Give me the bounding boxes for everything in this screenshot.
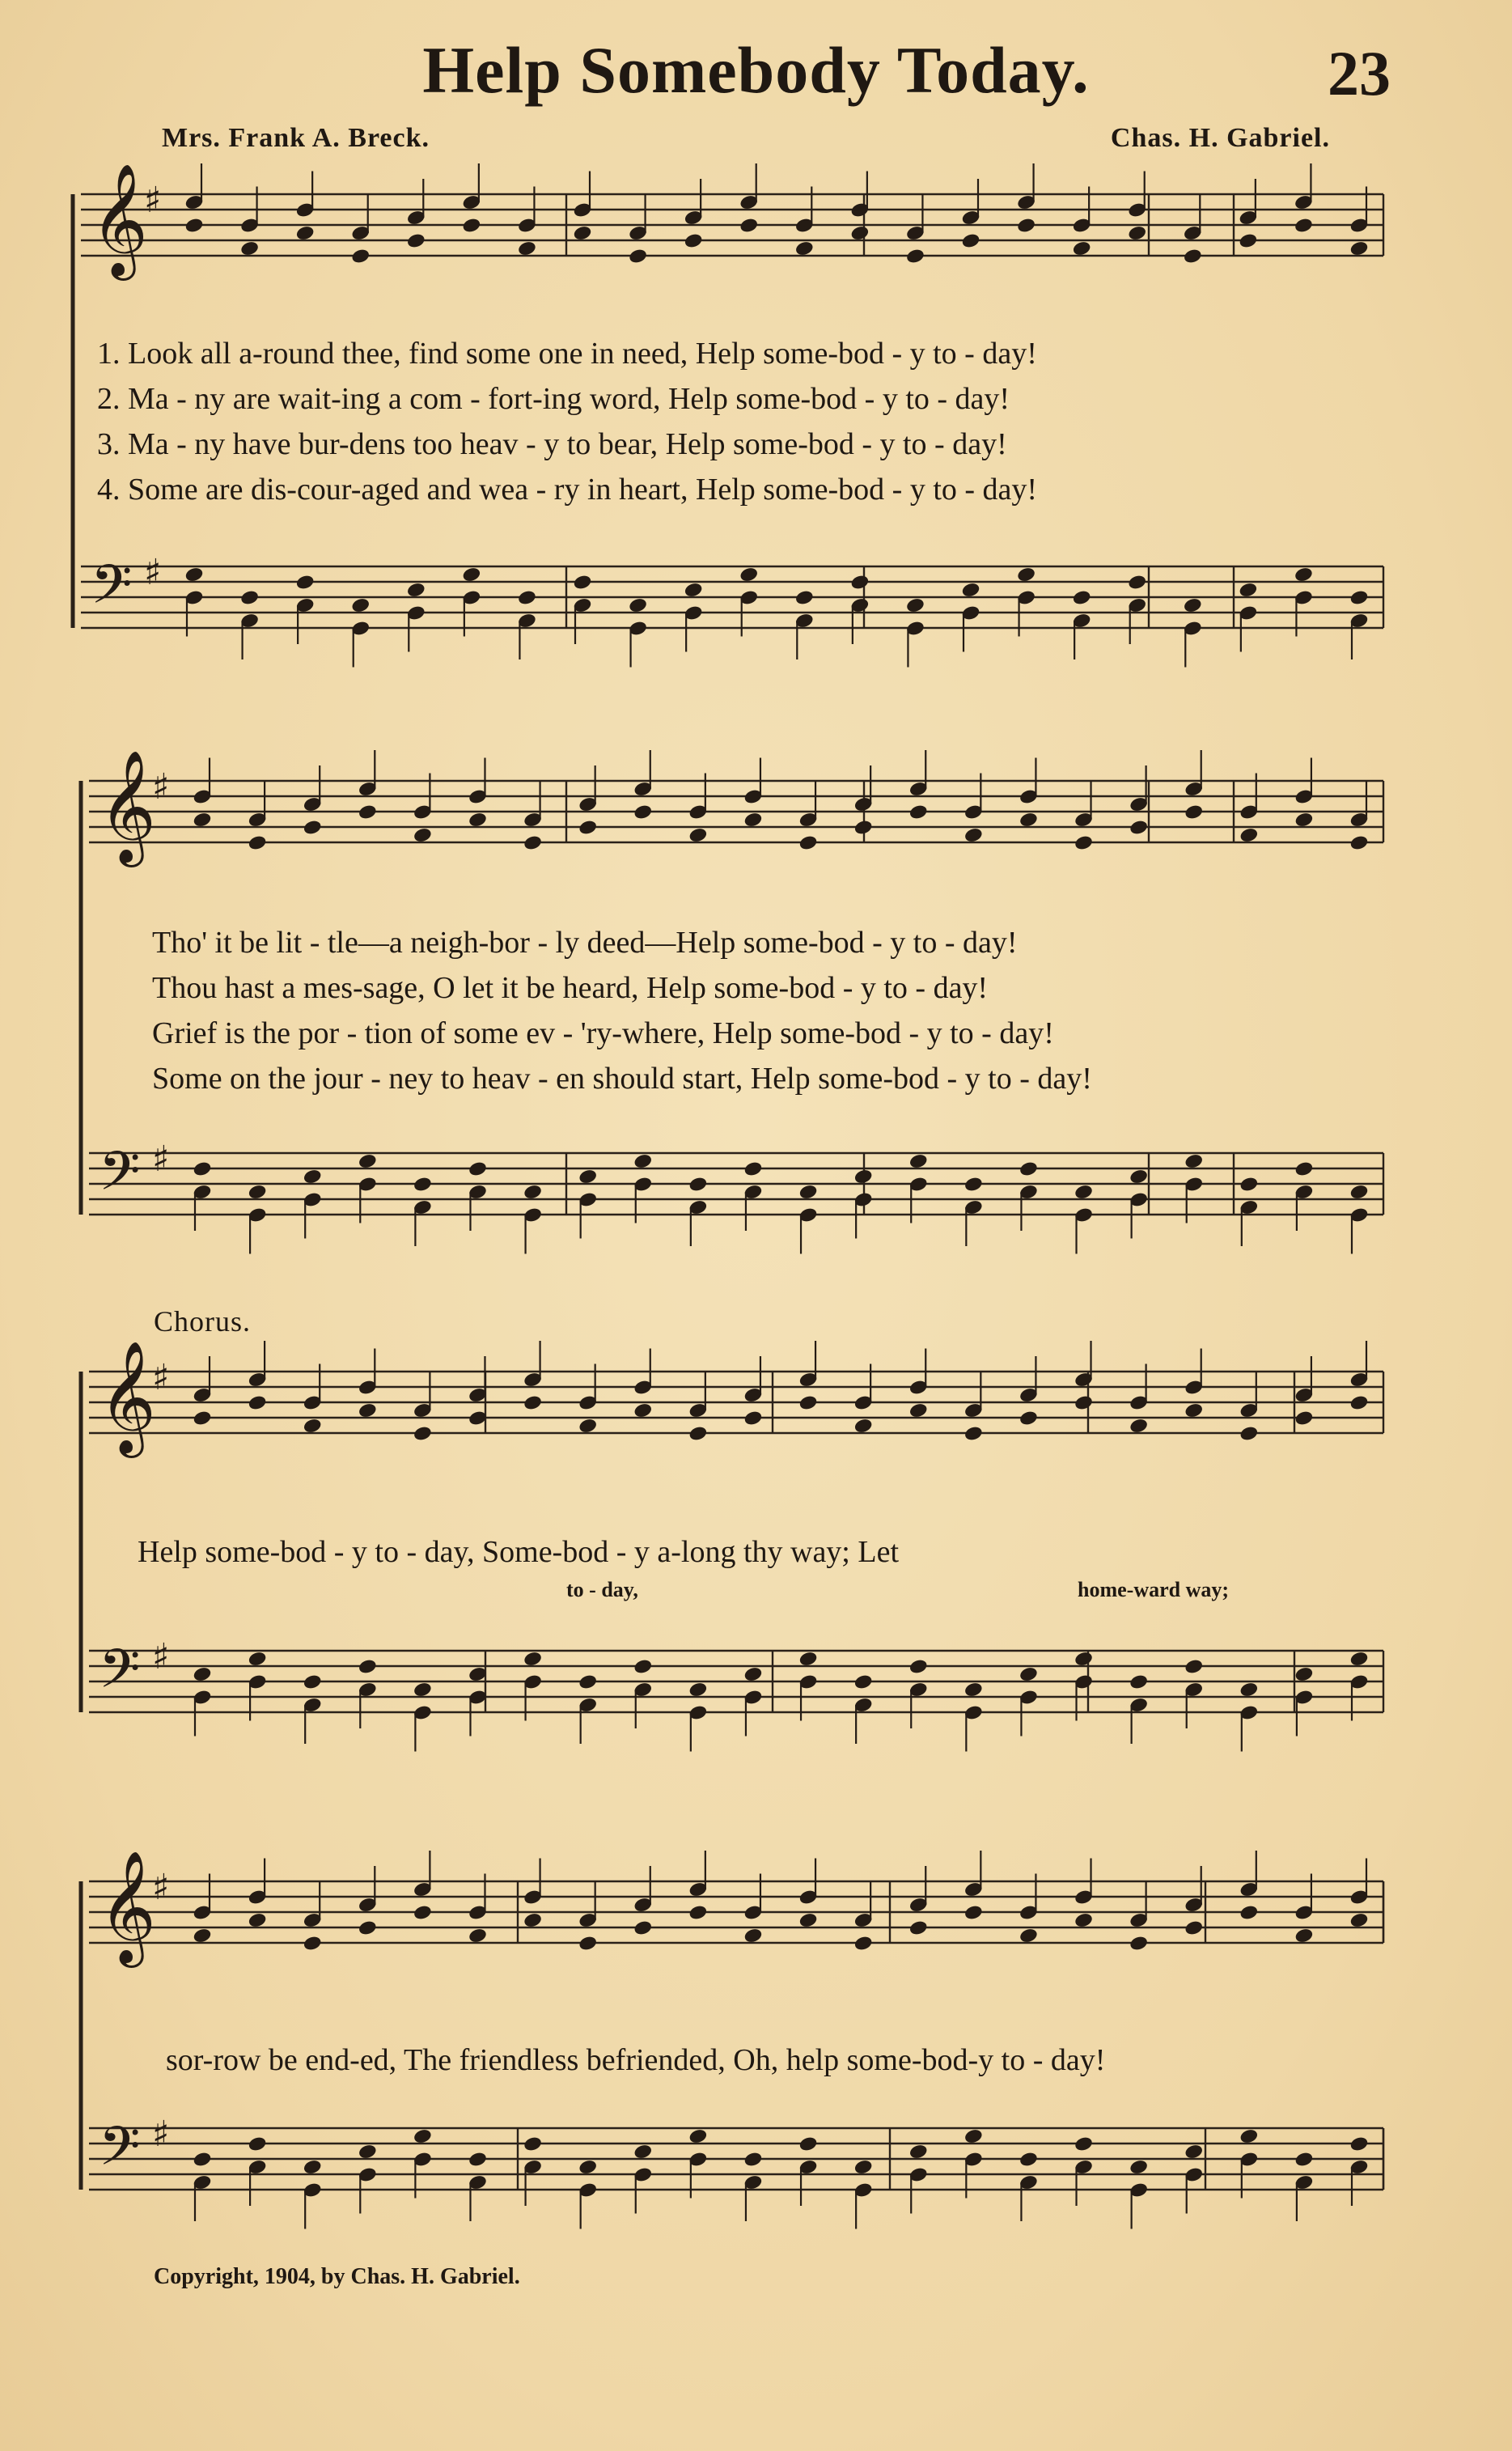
note-head	[794, 590, 814, 606]
note-head	[240, 240, 260, 257]
note-head	[351, 597, 371, 613]
note-head	[248, 1912, 267, 1928]
note-head	[1019, 812, 1039, 828]
note-head	[853, 1418, 873, 1434]
note-head	[295, 575, 315, 591]
note-head	[964, 1177, 984, 1193]
note-head	[193, 812, 212, 828]
verse-line: 1. Look all a-round thee, find some one in need, Help some-bod - y to - day!	[97, 337, 1037, 371]
note-head	[743, 1161, 763, 1177]
note-head	[413, 1426, 433, 1442]
note-head	[908, 2144, 928, 2160]
note-head	[798, 1184, 818, 1200]
note-head	[798, 1651, 818, 1667]
chorus-echo: to - day,	[566, 1578, 638, 1601]
note-head	[1019, 1410, 1039, 1427]
note-head	[1072, 590, 1091, 606]
note-head	[1184, 1659, 1204, 1675]
note-head	[518, 590, 537, 606]
note-head	[358, 2144, 377, 2160]
verse-line: Thou hast a mes-sage, O let it be heard, Help some-bod - y to - day!	[152, 971, 989, 1005]
verse-line: Grief is the por - tion of some ev - 'ry-where, Help some-bod - y to - day!	[152, 1016, 1054, 1050]
note-head	[193, 1666, 212, 1682]
note-head	[1129, 1168, 1149, 1185]
note-head	[1072, 240, 1091, 257]
note-head	[1074, 2136, 1094, 2152]
note-head	[1183, 248, 1202, 265]
note-head	[578, 1168, 598, 1185]
note-head	[1184, 2144, 1204, 2160]
note-head	[468, 1927, 488, 1944]
note-head	[358, 1402, 377, 1418]
note-head	[523, 1184, 543, 1200]
bass-clef-icon: 𝄢	[91, 553, 133, 629]
note-head	[1349, 240, 1369, 257]
note-head	[303, 1418, 322, 1434]
note-head	[303, 1674, 322, 1690]
note-head	[633, 1153, 653, 1169]
note-head	[1019, 1666, 1039, 1682]
verse-line: 3. Ma - ny have bur-dens too heav - y to bear, Help some-bod - y to - day!	[97, 427, 1007, 461]
verse-line: 4. Some are dis-cour-aged and wea - ry in heart, Help some-bod - y to - day!	[97, 473, 1038, 507]
note-head	[1239, 1681, 1259, 1698]
sharp-icon: ♯	[144, 552, 162, 593]
note-head	[743, 1927, 763, 1944]
note-head	[853, 2159, 873, 2175]
note-head	[688, 1681, 708, 1698]
bass-clef-icon: 𝄢	[99, 1140, 141, 1215]
note-head	[1294, 812, 1314, 828]
note-head	[1129, 2159, 1149, 2175]
note-head	[303, 820, 322, 836]
note-head	[358, 1920, 377, 1936]
note-head	[406, 582, 426, 598]
bass-clef-icon: 𝄢	[99, 2115, 141, 2190]
note-head	[798, 2136, 818, 2152]
note-head	[1129, 1674, 1149, 1690]
note-head	[1019, 2152, 1039, 2168]
note-head	[248, 1184, 267, 1200]
note-head	[468, 1161, 488, 1177]
note-head	[1184, 1402, 1204, 1418]
note-head	[1129, 1418, 1149, 1434]
treble-clef-icon: 𝄞	[99, 1341, 156, 1453]
note-head	[633, 1659, 653, 1675]
note-head	[633, 1402, 653, 1418]
note-head	[413, 1905, 433, 1921]
note-head	[303, 1168, 322, 1185]
note-head	[248, 2136, 267, 2152]
note-head	[964, 1426, 984, 1442]
bass-clef-icon: 𝄢	[99, 1638, 141, 1713]
note-head	[358, 1153, 377, 1169]
note-head	[688, 2128, 708, 2144]
note-head	[743, 812, 763, 828]
note-head	[1074, 1912, 1094, 1928]
note-head	[798, 1395, 818, 1411]
note-head	[462, 218, 481, 234]
note-head	[798, 1912, 818, 1928]
note-head	[1129, 820, 1149, 836]
note-head	[1074, 1395, 1094, 1411]
note-head	[413, 827, 433, 843]
note-head	[1349, 1912, 1369, 1928]
sharp-icon: ♯	[152, 766, 170, 808]
note-head	[688, 1905, 708, 1921]
note-head	[908, 1920, 928, 1936]
note-head	[908, 1153, 928, 1169]
page-number: 23	[1328, 38, 1391, 108]
note-head	[1349, 1651, 1369, 1667]
verse-line: Tho' it be lit - tle—a neigh-bor - ly deed—Help some-bod - y to - day!	[152, 926, 1018, 960]
note-head	[853, 1168, 873, 1185]
note-head	[1349, 2136, 1369, 2152]
note-head	[964, 1681, 984, 1698]
note-head	[853, 820, 873, 836]
sharp-icon: ♯	[152, 1867, 170, 1908]
note-head	[684, 233, 703, 249]
note-head	[1294, 1161, 1314, 1177]
note-head	[1239, 233, 1258, 249]
note-head	[303, 2159, 322, 2175]
note-head	[1074, 835, 1094, 851]
note-head	[850, 225, 870, 241]
note-head	[850, 575, 870, 591]
note-head	[578, 820, 598, 836]
note-head	[908, 1659, 928, 1675]
note-head	[578, 1936, 598, 1952]
note-head	[468, 812, 488, 828]
note-head	[413, 2128, 433, 2144]
note-head	[743, 2152, 763, 2168]
note-head	[964, 2128, 984, 2144]
note-head	[578, 1418, 598, 1434]
note-head	[1349, 1395, 1369, 1411]
note-head	[688, 827, 708, 843]
note-head	[1129, 1936, 1149, 1952]
note-head	[462, 566, 481, 583]
note-head	[303, 1936, 322, 1952]
note-head	[248, 835, 267, 851]
note-head	[184, 218, 204, 234]
note-head	[794, 240, 814, 257]
sharp-icon: ♯	[152, 1139, 170, 1180]
note-head	[1239, 1426, 1259, 1442]
note-head	[1294, 2152, 1314, 2168]
note-head	[629, 597, 648, 613]
note-head	[248, 1651, 267, 1667]
note-head	[1017, 566, 1036, 583]
note-head	[193, 1410, 212, 1427]
sharp-icon: ♯	[152, 1636, 170, 1677]
note-head	[573, 225, 592, 241]
note-head	[1017, 218, 1036, 234]
note-head	[1183, 597, 1202, 613]
note-head	[1074, 1651, 1094, 1667]
note-head	[358, 804, 377, 821]
note-head	[468, 1666, 488, 1682]
note-head	[468, 1410, 488, 1427]
note-head	[193, 1161, 212, 1177]
note-head	[1184, 1153, 1204, 1169]
note-head	[684, 582, 703, 598]
note-head	[351, 248, 371, 265]
chorus-label: Chorus.	[154, 1305, 252, 1338]
note-head	[406, 233, 426, 249]
note-head	[1294, 1927, 1314, 1944]
note-head	[523, 1395, 543, 1411]
note-head	[1019, 1161, 1039, 1177]
note-head	[633, 804, 653, 821]
note-head	[964, 1905, 984, 1921]
note-head	[523, 2136, 543, 2152]
note-head	[906, 597, 925, 613]
note-head	[1294, 1666, 1314, 1682]
note-head	[193, 2152, 212, 2168]
chorus-line: Help some-bod - y to - day, Some-bod - y a-long thy way; Let	[138, 1535, 900, 1569]
hymn-title: Help Somebody Today.	[422, 33, 1090, 107]
note-head	[413, 1681, 433, 1698]
note-head	[518, 240, 537, 257]
note-head	[1239, 1905, 1259, 1921]
chorus-echo: home-ward way;	[1078, 1578, 1230, 1601]
note-head	[1294, 566, 1314, 583]
note-head	[578, 1674, 598, 1690]
note-head	[1239, 827, 1259, 843]
note-head	[578, 2159, 598, 2175]
sharp-icon: ♯	[152, 1357, 170, 1398]
note-head	[908, 1402, 928, 1418]
note-head	[688, 1177, 708, 1193]
note-head	[743, 1666, 763, 1682]
treble-clef-icon: 𝄞	[99, 1851, 156, 1963]
note-head	[961, 233, 980, 249]
chorus-line: sor-row be end-ed, The friendless befriended, Oh, help some-bod-y to - day!	[166, 2043, 1106, 2077]
note-head	[743, 1410, 763, 1427]
composer-credit: Chas. H. Gabriel.	[1110, 123, 1330, 153]
note-head	[1184, 1920, 1204, 1936]
note-head	[1239, 2128, 1259, 2144]
treble-clef-icon: 𝄞	[99, 750, 156, 863]
note-head	[964, 827, 984, 843]
note-head	[358, 1659, 377, 1675]
note-head	[1294, 1410, 1314, 1427]
lyricist-credit: Mrs. Frank A. Breck.	[162, 123, 430, 153]
note-head	[523, 835, 543, 851]
note-head	[906, 248, 925, 265]
note-head	[1019, 1927, 1039, 1944]
note-head	[573, 575, 592, 591]
note-head	[1349, 590, 1369, 606]
note-head	[853, 1674, 873, 1690]
note-head	[633, 1920, 653, 1936]
note-head	[1349, 1184, 1369, 1200]
note-head	[1184, 804, 1204, 821]
note-head	[853, 1936, 873, 1952]
note-head	[961, 582, 980, 598]
note-head	[193, 1927, 212, 1944]
note-head	[248, 1395, 267, 1411]
note-head	[523, 1651, 543, 1667]
note-head	[184, 566, 204, 583]
note-head	[1239, 1177, 1259, 1193]
copyright-notice: Copyright, 1904, by Chas. H. Gabriel.	[154, 2264, 520, 2289]
note-head	[908, 804, 928, 821]
note-head	[739, 566, 759, 583]
note-head	[633, 2144, 653, 2160]
note-head	[1239, 582, 1258, 598]
note-head	[1349, 835, 1369, 851]
note-head	[523, 1912, 543, 1928]
note-head	[688, 1426, 708, 1442]
note-head	[295, 225, 315, 241]
verse-line: Some on the jour - ney to heav - en should start, Help some-bod - y to - day!	[152, 1062, 1092, 1096]
note-head	[468, 2152, 488, 2168]
sharp-icon: ♯	[152, 2114, 170, 2155]
note-head	[1128, 575, 1147, 591]
note-head	[1294, 218, 1314, 234]
note-head	[413, 1177, 433, 1193]
note-head	[798, 835, 818, 851]
sharp-icon: ♯	[144, 180, 162, 221]
verse-line: 2. Ma - ny are wait-ing a com - fort-ing word, Help some-bod - y to - day!	[97, 382, 1010, 416]
treble-clef-icon: 𝄞	[91, 163, 148, 276]
note-head	[739, 218, 759, 234]
note-head	[629, 248, 648, 265]
note-head	[1074, 1184, 1094, 1200]
note-head	[240, 590, 260, 606]
note-head	[1128, 225, 1147, 241]
